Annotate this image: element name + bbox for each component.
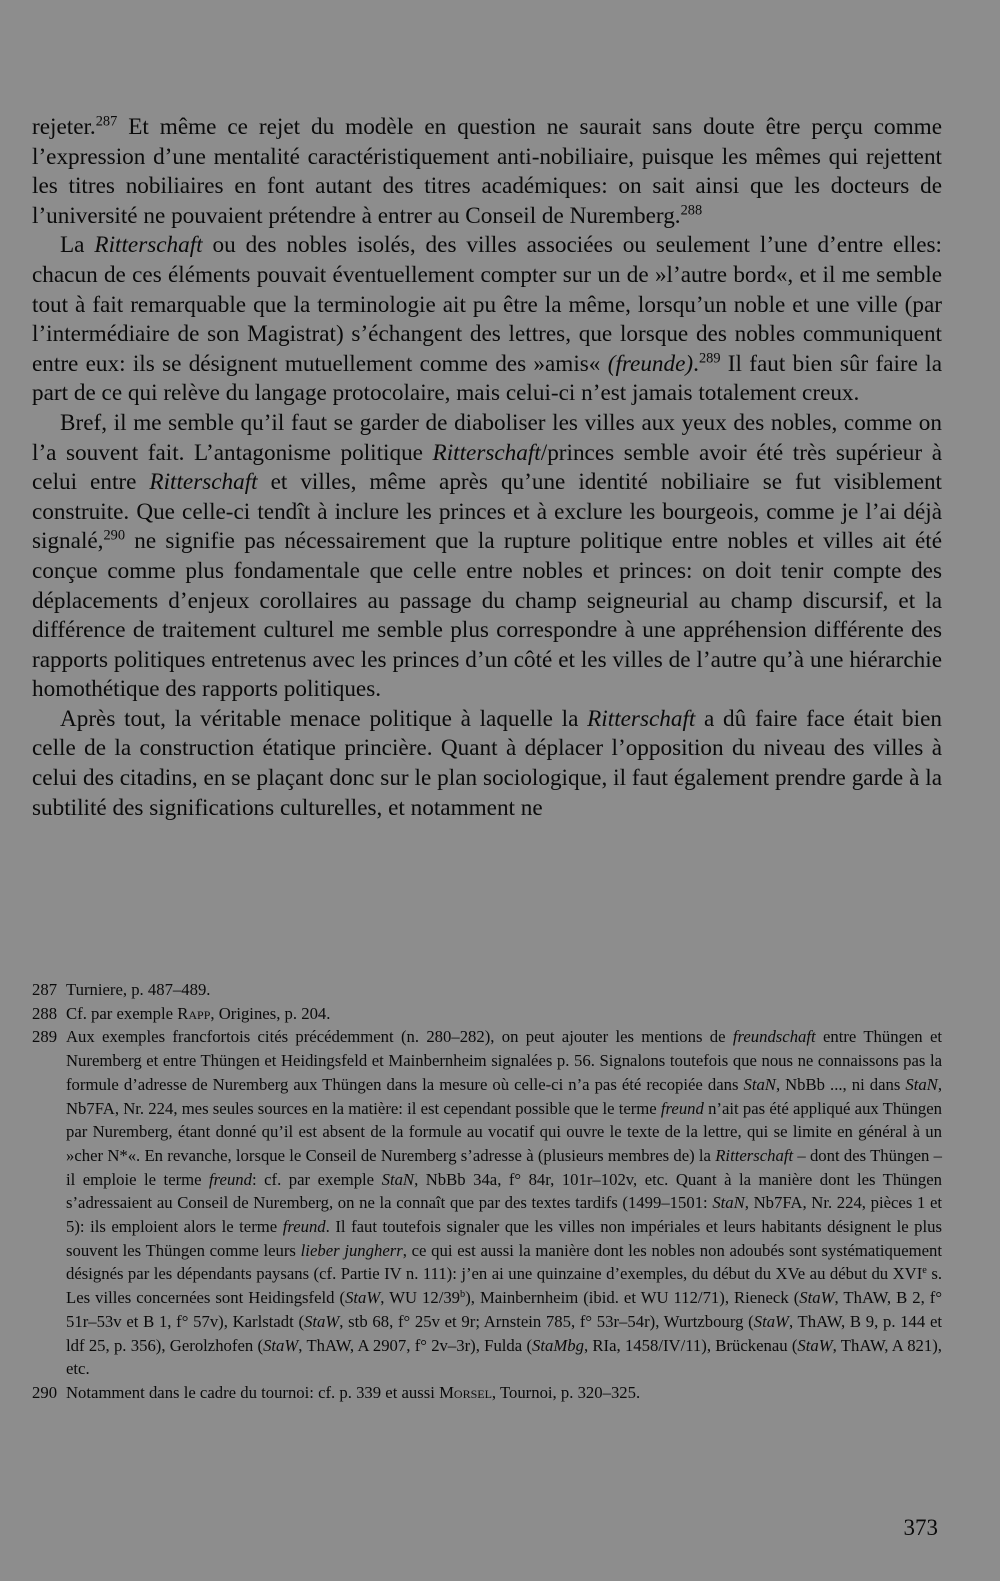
italic-term: freund — [660, 1098, 704, 1118]
text: rejeter. — [32, 114, 96, 140]
paragraph-2 — [32, 231, 942, 409]
text: , Tournoi, p. 320–325. — [491, 1382, 641, 1402]
text: /princes semble avoir été très supérieur à celui entre — [32, 439, 942, 496]
text: , ThAW, B 9, p. 144 et ldf 25, p. 356), Gerolzhofen ( — [66, 1311, 943, 1355]
footnote-number: 287 — [32, 980, 58, 999]
text: , WU 12/39 — [380, 1288, 461, 1308]
footnote-288 — [32, 1002, 942, 1026]
footnote-number: 290 — [32, 1382, 58, 1402]
italic-term: Ritterschaft — [587, 705, 696, 732]
footnote-text — [66, 1002, 942, 1026]
text: Bref, il me semble qu’il faut se garder de diaboliser les villes aux yeux des nobles, comme on l’a souvent fait. L’antagonisme politique — [32, 409, 942, 466]
text: a dû faire face était bien celle de la construction étatique princière. Quant à déplacer l’opposition du niveau des villes à celui des citadins, en se plaçant donc sur le plan sociologique, il faut également prendre garde à la subtilité des significations culturelles, et notamment ne — [32, 705, 942, 821]
italic-term: freund — [209, 1169, 252, 1189]
footnote-ref-288[interactable]: 288 — [680, 202, 703, 219]
author-name: Morsel — [439, 1382, 492, 1402]
italic-term: lieber jungherr — [300, 1240, 403, 1260]
text: , Nb7FA, Nr. 224, mes seules sources en la matière: il est cependant possible que le terme — [66, 1074, 942, 1118]
italic-term: StaMbg — [532, 1335, 584, 1355]
text: , ThAW, A 2907, f° 2v–3r), Fulda ( — [298, 1335, 533, 1355]
footnote-ref-290[interactable]: 290 — [103, 527, 126, 544]
text: . Il faut toutefois signaler que les villes non impériales et leurs habitants désignent le plus souvent les Thüngen comme leurs — [66, 1217, 942, 1260]
italic-term: Ritterschaft — [149, 469, 258, 496]
italic-term: Ritterschaft — [94, 232, 203, 259]
text: , ce qui est aussi la manière dont les nobles non adoubés sont systématiquement désignés par les dépendants paysans (cf. Partie IV n. 111): j’en ai une quinzaine d’exemples, du début du XVe au début du XVI — [66, 1240, 942, 1284]
main-text — [32, 113, 942, 823]
author-name: Rapp — [177, 1003, 211, 1023]
footnote-number: 289 — [32, 1027, 58, 1047]
italic-term: StaW — [799, 1288, 835, 1308]
superscript: b — [460, 1288, 466, 1300]
text: Aux exemples francfortois cités précédemment (n. 280–282), on peut ajouter les mentions de — [66, 1027, 733, 1047]
paragraph-4 — [32, 705, 942, 823]
text: s. Les villes concernées sont Heidingsfeld ( — [66, 1264, 942, 1308]
italic-term: freund — [282, 1217, 326, 1237]
italic-term: StaW — [304, 1311, 340, 1331]
text: , stb 68, f° 25v et 9r; Arnstein 785, f° 53r–54r), Wurtzbourg ( — [339, 1311, 754, 1331]
paragraph-3 — [32, 409, 942, 705]
italic-term: freundschaft — [732, 1027, 816, 1047]
text: Il faut bien sûr faire la part de ce qui relève du langage protocolaire, mais celui-ci n’est jamais totalement creux. — [32, 350, 942, 407]
text: La — [60, 232, 95, 259]
text: – dont des Thüngen – il emploie le terme — [66, 1145, 943, 1189]
page-number: 373 — [903, 1515, 938, 1540]
footnote-number: 288 — [32, 1003, 58, 1023]
text: , NbBb 34a, f° 84r, 101r–102v, etc. Quant à la manière dont les Thüngen s’adressaient au Conseil de Nuremberg, on ne la connaît que par des textes tardifs (1499–1501: — [66, 1169, 942, 1213]
text: , RIa, 1458/IV/11), Brückenau ( — [583, 1335, 798, 1355]
text: . — [693, 350, 699, 377]
text: Notamment dans le cadre du tournoi: cf. p. 339 et aussi — [66, 1382, 440, 1402]
footnote-287 — [32, 978, 942, 1002]
text: ou des nobles isolés, des villes associées ou seulement l’une d’entre elles: chacun de ces éléments pouvait éventuellement compter sur un de »l’autre bord«, et il me semble tout à fait remarquable que la terminologie ait pu être la même, lorsqu’un noble et une ville (par l’intermédiaire de son Magistrat) s’échangent des lettres, que lorsque des nobles communiquent entre eux: ils se désignent mutuellement comme des »amis« — [32, 232, 942, 377]
text: , Nb7FA, Nr. 224, pièces 1 et 5): ils emploient alors le terme — [66, 1193, 942, 1237]
footnote-text: Turniere, p. 487–489. — [66, 980, 211, 999]
footnote-text — [66, 1025, 942, 1381]
superscript: e — [922, 1265, 927, 1277]
text: , Origines, p. 204. — [210, 1003, 331, 1023]
text: Après tout, la véritable menace politique à laquelle la — [60, 705, 588, 732]
text: n’ait pas été appliqué aux Thüngen par Nuremberg, étant donné qu’il est absent de la formule au vocatif qui ouvre le texte de la lettre, qui se limite en général à un »cher N*«. En revanche, lorsque le Conseil de Nuremberg s’adresse à (plusieurs membres de) la — [66, 1098, 942, 1165]
italic-term: StaW — [797, 1335, 833, 1355]
text: : cf. par exemple — [252, 1169, 382, 1189]
italic-term: StaN — [743, 1074, 776, 1094]
italic-term: StaW — [263, 1335, 299, 1355]
footnote-290 — [32, 1381, 942, 1405]
footnote-ref-289[interactable]: 289 — [698, 350, 721, 367]
footnote-ref-287[interactable]: 287 — [95, 113, 118, 130]
italic-term: StaN — [712, 1193, 745, 1213]
text: entre Thüngen et Nuremberg et entre Thüngen et Heidingsfeld et Mainbernheim signalées p. 56. Signalons toutefois que nous ne connaissons pas la formule d’adresse de Nuremberg aux Thüngen dans la mesure où celle-ci n’a pas été recopiée dans — [66, 1027, 942, 1094]
italic-term: (freunde) — [607, 350, 694, 377]
italic-term: StaN — [381, 1169, 415, 1189]
paragraph-1 — [32, 113, 942, 231]
text: Et même ce rejet du modèle en question ne saurait sans doute être perçu comme l’expression d’une mentalité caractéristiquement anti-nobiliaire, puisque les mêmes qui rejettent les titres nobiliaires en font autant des titres académiques: on sait ainsi que les docteurs de l’université ne pouvaient prétendre à entrer au Conseil de Nuremberg. — [32, 114, 942, 229]
italic-term: StaW — [753, 1311, 789, 1331]
italic-term: Ritterschaft — [432, 439, 541, 466]
text: , ThAW, B 2, f° 51r–53v et B 1, f° 57v), Karlstadt ( — [66, 1288, 942, 1331]
italic-term: Ritterschaft — [715, 1145, 794, 1165]
text: , NbBb ..., ni dans — [775, 1074, 906, 1094]
italic-term: StaW — [345, 1288, 381, 1308]
footnotes — [32, 978, 942, 1405]
text: ), Mainbernheim (ibid. et WU 112/71), Rieneck ( — [465, 1288, 800, 1308]
text: ne signifie pas nécessairement que la rupture politique entre nobles et villes ait été conçue comme plus fondamentale que celle entre nobles et princes: on doit tenir compte des déplacements d’enjeux corollaires au passage du champ seigneurial au champ discursif, et la différence de traitement culturel me semble plus correspondre à une appréhension différente des rapports politiques entretenus avec les princes d’un côté et les villes de l’autre qu’à une hiérarchie homothétique des rapports politiques. — [32, 528, 942, 703]
text: Cf. par exemple — [66, 1003, 178, 1023]
italic-term: StaN — [905, 1074, 938, 1094]
footnote-289 — [32, 1025, 942, 1381]
footnote-text — [66, 1381, 942, 1405]
text: , ThAW, A 821), etc. — [66, 1335, 942, 1379]
text: et villes, même après qu’une identité nobiliaire se fut visiblement construite. Que celle-ci tendît à inclure les princes et à exclure les bourgeois, comme je l’ai déjà signalé, — [32, 469, 942, 555]
